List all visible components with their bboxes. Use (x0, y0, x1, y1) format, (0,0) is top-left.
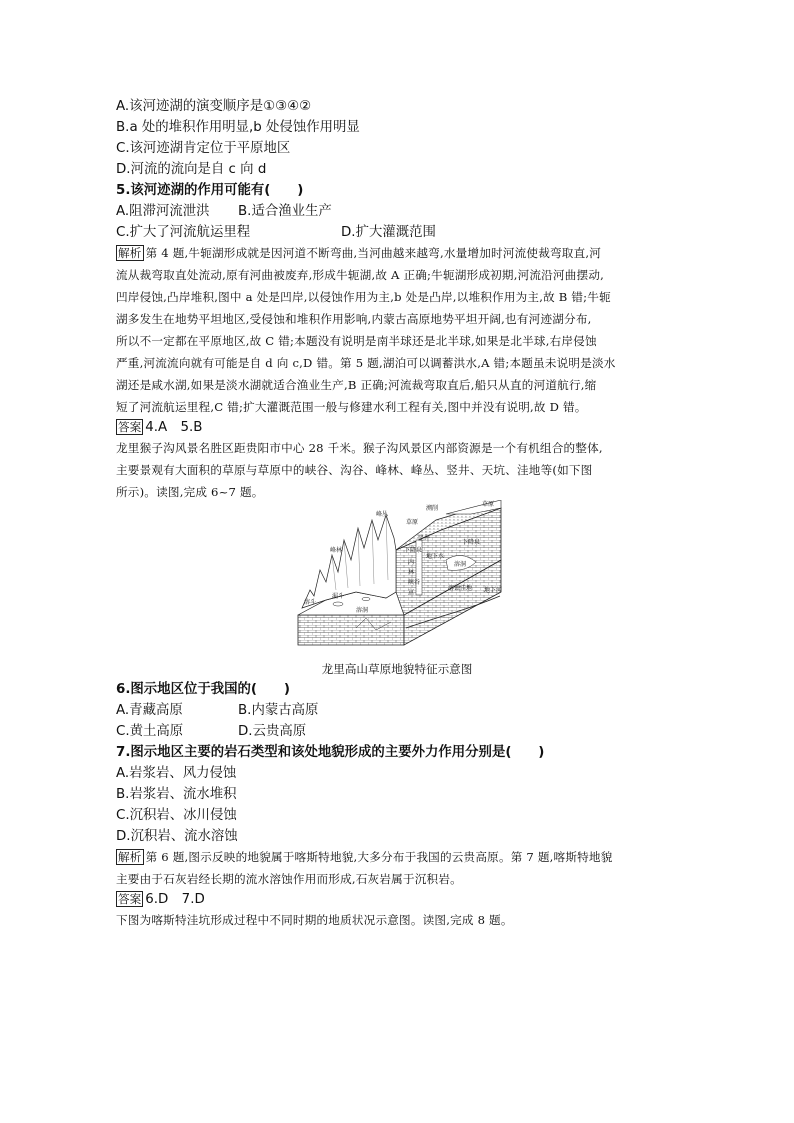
answer-tag: 答案 (118, 892, 142, 906)
figure-label: 溶洞 (356, 607, 369, 614)
q4-option-d: D.河流的流向是自 c 向 d (116, 162, 267, 177)
figure-label: 地下水 (426, 553, 445, 560)
figure-label: 内 (408, 559, 415, 566)
intro-line: 龙里猴子沟风景名胜区距贵阳市中心 28 千米。猴子沟风景区内部资源是一个有机组合的整体, (116, 441, 603, 455)
figure-label: 漏斗 (332, 593, 345, 600)
figure-caption: 龙里高山草原地貌特征示意图 (321, 662, 473, 676)
figure-label: 峡谷 (408, 579, 421, 586)
figure-label: 地下河 (484, 587, 503, 594)
figure-label: 溯削 (426, 505, 439, 512)
q5-option-b: B.适合渔业生产 (238, 204, 332, 219)
q4-option-c: C.该河迹湖肯定位于平原地区 (116, 141, 291, 156)
q6-option-b: B.内蒙古高原 (238, 703, 319, 718)
analysis-line: 主要由于石灰岩经长期的流水溶蚀作用而形成,石灰岩属于沉积岩。 (116, 872, 462, 886)
analysis-line: 严重,河流流向就有可能是自 d 向 c,D 错。第 5 题,湖泊可以调蓄洪水,A 错;本题虽未说明是淡水 (116, 356, 616, 370)
q5-option-d: D.扩大灌溉范围 (341, 225, 436, 240)
q7-option-b: B.岩浆岩、流水堆积 (116, 787, 237, 802)
answer-text: 4.A 5.B (145, 420, 203, 435)
figure-label: 峰林 (330, 547, 343, 554)
q6-option-c: C.黄土高原 (116, 724, 184, 739)
figure-label: 草原 (406, 519, 419, 526)
q5-option-c: C.扩大了河流航运里程 (116, 225, 251, 240)
answer-block-1 (116, 418, 203, 438)
analysis-line: 第 4 题,牛轭湖形成就是因河道不断弯曲,当河曲越来越弯,水量增加时河流使裁弯取直,河 (145, 246, 602, 260)
analysis-line: 所以不一定都在平原地区,故 C 错;本题没有说明是南半球还是北半球,如果是北半球,右岸侵蚀 (116, 334, 597, 348)
figure-label: 下降泉 (404, 547, 423, 554)
answer-tag: 答案 (118, 420, 142, 434)
q7-option-d: D.沉积岩、流水溶蚀 (116, 829, 238, 844)
q5-stem: 5.该河迹湖的作用可能有( ) (116, 183, 304, 198)
figure-label: 溶斗 (304, 599, 317, 606)
figure-label: 溶蚀洼地 (448, 585, 473, 592)
analysis-line: 流从裁弯取直处流动,原有河曲被废弃,形成牛轭湖,故 A 正确;牛轭湖形成初期,河流沿河曲摆动, (116, 268, 605, 282)
q6-option-d: D.云贵高原 (238, 724, 307, 739)
figure-label: 林 (408, 569, 415, 576)
figure-label: 溶洞 (454, 561, 467, 568)
analysis-line: 第 6 题,图示反映的地貌属于喀斯特地貌,大多分布于我国的云贵高原。第 7 题,喀斯特地貌 (145, 850, 613, 864)
answer-text: 6.D 7.D (145, 892, 205, 907)
q4-option-b: B.a 处的堆积作用明显,b 处侵蚀作用明显 (116, 120, 360, 135)
intro-line: 主要景观有大面积的草原与草原中的峡谷、沟谷、峰林、峰丛、竖井、天坑、洼地等(如下图 (116, 463, 593, 477)
analysis-line: 凹岸侵蚀,凸岸堆积,图中 a 处是凹岸,以侵蚀作用为主,b 处是凸岸,以堆积作用为主,故 B 错;牛轭 (116, 290, 611, 304)
analysis-line: 湖多发生在地势平坦地区,受侵蚀和堆积作用影响,内蒙古高原地势平坦开阔,也有河迹湖分布, (116, 312, 592, 326)
front-face (298, 615, 404, 645)
intro-line: 所示)。读图,完成 6~7 题。 (116, 485, 264, 499)
figure-label: 峰丛 (376, 511, 389, 518)
intro-q8: 下图为喀斯特洼坑形成过程中不同时期的地质状况示意图。读图,完成 8 题。 (116, 913, 513, 927)
q7-option-c: C.沉积岩、冰川侵蚀 (116, 808, 237, 823)
karst-landform-diagram (296, 500, 504, 648)
peak-cluster (302, 515, 396, 608)
analysis-line: 湖还是咸水湖,如果是淡水湖就适合渔业生产,B 正确;河流裁弯取直后,船只从直的河道航行,缩 (116, 378, 597, 392)
analysis-tag: 解析 (118, 850, 142, 864)
analysis-tag: 解析 (118, 246, 142, 260)
figure-label: 宣 (408, 589, 415, 596)
analysis-line: 短了河流航运里程,C 错;扩大灌溉范围一般与修建水利工程有关,图中并没有说明,故 D 错。 (116, 400, 587, 414)
q7-option-a: A.岩浆岩、风力侵蚀 (116, 766, 237, 781)
figure-label: 竖井 (418, 535, 431, 542)
q6-option-a: A.青藏高原 (116, 703, 183, 718)
q7-stem: 7.图示地区主要的岩石类型和该处地貌形成的主要外力作用分别是( ) (116, 745, 545, 760)
q4-option-a: A.该河迹湖的演变顺序是①③④② (116, 99, 312, 114)
figure-label: 下降泉 (462, 539, 481, 546)
figure-label: 草原 (482, 501, 495, 508)
answer-block-2 (116, 890, 205, 910)
q6-stem: 6.图示地区位于我国的( ) (116, 682, 290, 697)
q5-option-a: A.阻滞河流泄洪 (116, 204, 210, 219)
